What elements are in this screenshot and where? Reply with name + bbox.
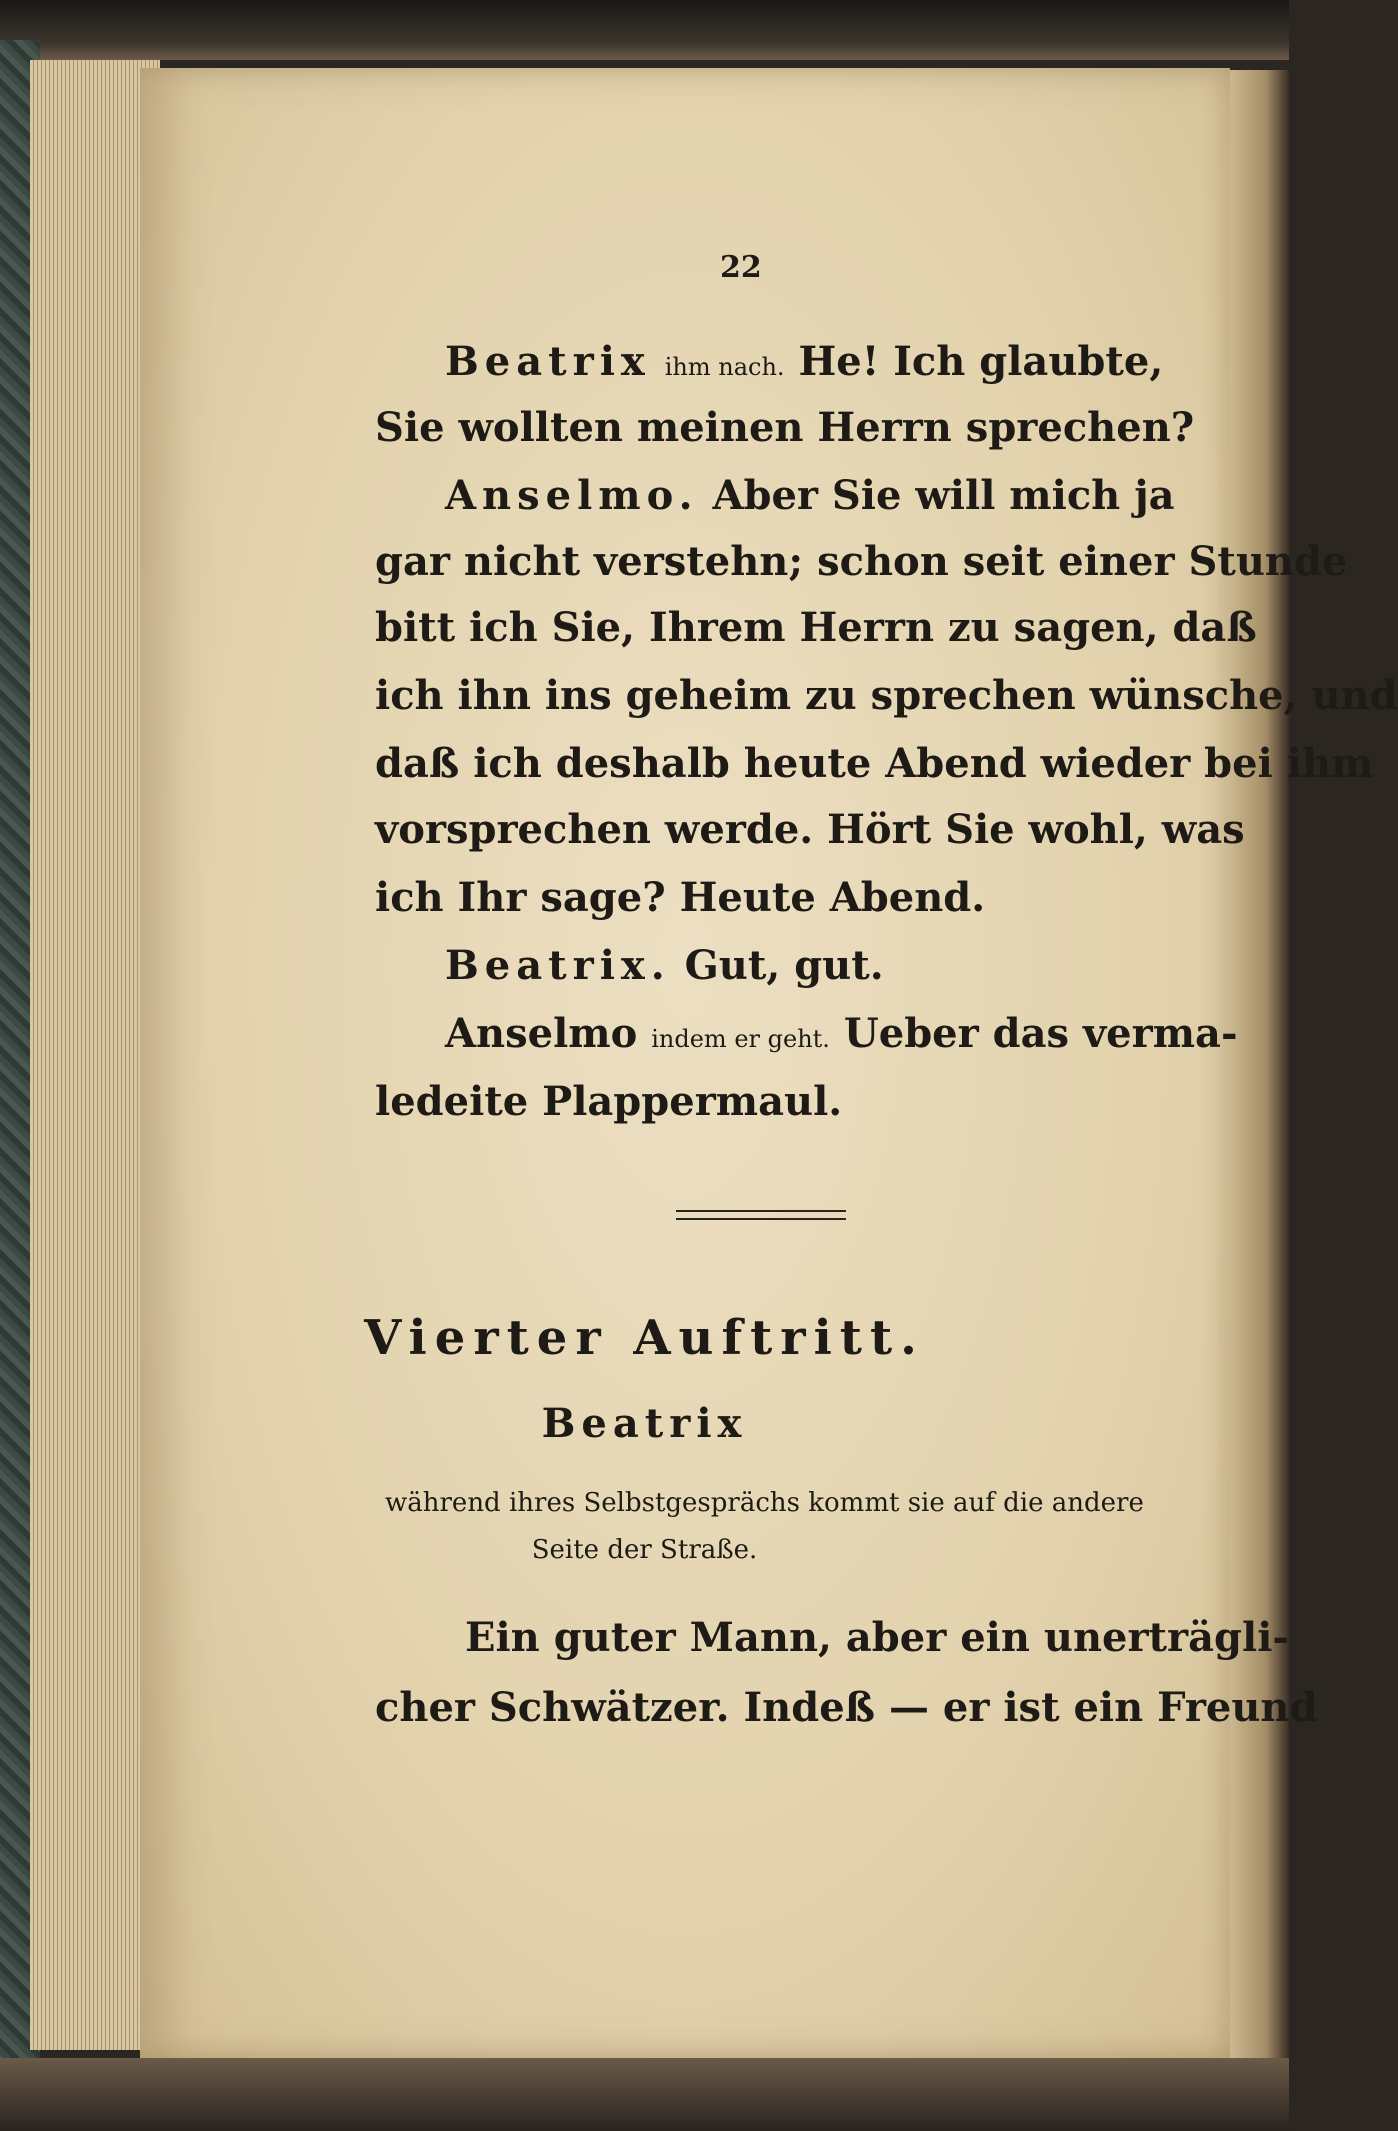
- dialogue-line: ledeite Plappermaul.: [375, 1078, 843, 1125]
- dialogue-line: Ein guter Mann, aber ein unerträgli-: [465, 1614, 1289, 1661]
- dialogue-line: vorsprechen werde. Hört Sie wohl, was: [375, 806, 1245, 853]
- stage-direction: Seite der Straße.: [531, 1535, 758, 1565]
- speaker-name: Beatrix.: [445, 942, 671, 989]
- speaker-name: Anselmo.: [445, 472, 699, 519]
- dialogue-line: cher Schwätzer. Indeß — er ist ein Freund: [375, 1684, 1318, 1731]
- dialogue-line: Sie wollten meinen Herrn sprechen?: [375, 404, 1195, 451]
- dialogue-text: Gut, gut.: [684, 942, 884, 989]
- scene-heading: Vierter Auftritt.: [364, 1310, 925, 1366]
- dialogue-line: ich Ihr sage? Heute Abend.: [375, 874, 986, 921]
- dialogue-line: [445, 338, 1163, 385]
- dialogue-line: [445, 942, 884, 989]
- dialogue-line: gar nicht verstehn; schon seit einer Stunde: [375, 538, 1348, 585]
- stage-direction: ihm nach.: [664, 353, 785, 381]
- scene-character: Beatrix: [541, 1400, 748, 1447]
- dialogue-text: Ueber das verma-: [843, 1010, 1238, 1057]
- dialogue-line: [445, 1010, 1238, 1057]
- dialogue-line: bitt ich Sie, Ihrem Herrn zu sagen, daß: [375, 604, 1257, 651]
- section-divider: [676, 1210, 846, 1220]
- dialogue-text: Aber Sie will mich ja: [712, 472, 1175, 519]
- stage-direction: indem er geht.: [651, 1025, 830, 1053]
- page-number: 22: [720, 250, 762, 285]
- dialogue-line: ich ihn ins geheim zu sprechen wünsche, und: [375, 672, 1398, 719]
- book-bottom-edge: [0, 2058, 1289, 2131]
- dialogue-line: daß ich deshalb heute Abend wieder bei ihm: [375, 740, 1374, 787]
- page-right-edge: [1230, 70, 1289, 2060]
- speaker-name: Anselmo: [445, 1010, 638, 1057]
- book-top-edge: [0, 0, 1289, 60]
- speaker-name: Beatrix: [445, 338, 651, 385]
- stage-direction: während ihres Selbstgesprächs kommt sie auf die andere: [385, 1488, 1144, 1518]
- dialogue-line: [445, 472, 1175, 519]
- dialogue-text: He! Ich glaubte,: [798, 338, 1164, 385]
